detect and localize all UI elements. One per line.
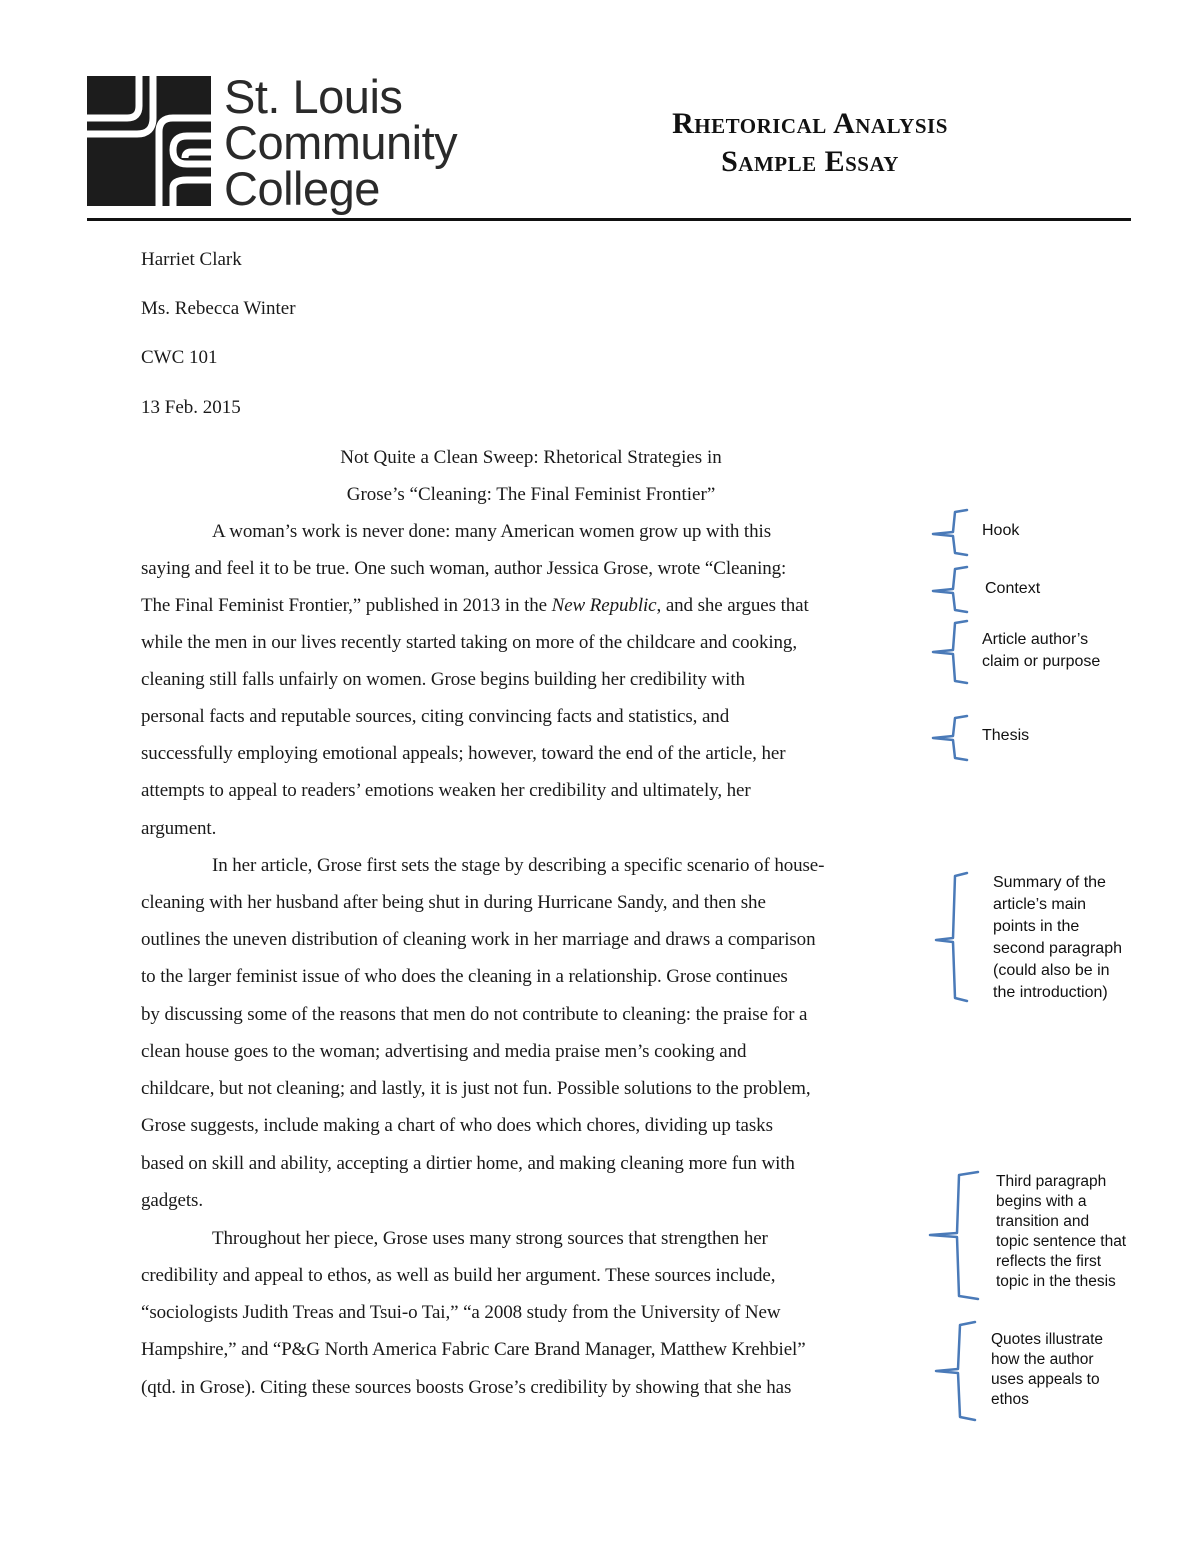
thesis-bracket-icon xyxy=(933,716,967,760)
body-line: Throughout her piece, Grose uses many strong sources that strengthen her xyxy=(212,1228,768,1249)
course-name: CWC 101 xyxy=(141,347,218,368)
annotation-claim-line-2: claim or purpose xyxy=(982,653,1101,670)
body-line: cleaning with her husband after being shut in during Hurricane Sandy, and then she xyxy=(141,892,766,913)
body-line: childcare, but not cleaning; and lastly, it is just not fun. Possible solutions to the problem, xyxy=(141,1078,811,1099)
annotation-summary-line: the introduction) xyxy=(993,984,1108,1001)
body-line: gadgets. xyxy=(141,1190,203,1211)
body-text-segment: , and she argues that xyxy=(656,595,809,616)
annotation-quotes-line: uses appeals to xyxy=(991,1371,1100,1388)
body-line: “sociologists Judith Treas and Tsui-o Tai,” “a 2008 study from the University of New xyxy=(141,1302,781,1323)
body-line: A woman’s work is never done: many American women grow up with this xyxy=(212,521,771,542)
annotation-third-line: Third paragraph xyxy=(996,1173,1107,1190)
annotation-third-paragraph xyxy=(996,1172,1126,1292)
instructor-name: Ms. Rebecca Winter xyxy=(141,298,296,319)
annotation-quotes xyxy=(991,1330,1103,1410)
body-line: (qtd. in Grose). Citing these sources boosts Grose’s credibility by showing that she has xyxy=(141,1377,792,1398)
annotation-third-line: begins with a xyxy=(996,1193,1087,1210)
essay-title-line-1: Not Quite a Clean Sweep: Rhetorical Strategies in xyxy=(340,447,722,468)
hook-bracket-icon xyxy=(933,510,967,555)
publication-name: New Republic xyxy=(551,595,657,616)
college-name-line-3: College xyxy=(224,162,380,215)
body-line: outlines the uneven distribution of cleaning work in her marriage and draws a comparison xyxy=(141,929,816,950)
annotation-summary-line: article’s main xyxy=(993,896,1087,913)
body-line: credibility and appeal to ethos, as well as build her argument. These sources include, xyxy=(141,1265,776,1286)
body-line: Grose suggests, include making a chart of who does which chores, dividing up tasks xyxy=(141,1115,773,1136)
body-line: attempts to appeal to readers’ emotions weaken her credibility and ultimately, her xyxy=(141,780,751,801)
claim-bracket-icon xyxy=(933,621,967,683)
annotation-hook: Hook xyxy=(982,522,1020,539)
annotation-third-line: topic sentence that xyxy=(996,1233,1127,1250)
body-line: successfully employing emotional appeals; however, toward the end of the article, her xyxy=(141,743,786,764)
college-name-line-1: St. Louis xyxy=(224,70,403,123)
context-bracket-icon xyxy=(933,567,967,612)
annotation-context: Context xyxy=(985,580,1041,597)
annotation-summary-line: second paragraph xyxy=(993,940,1122,957)
essay-date: 13 Feb. 2015 xyxy=(141,397,241,418)
body-line: saying and feel it to be true. One such woman, author Jessica Grose, wrote “Cleaning: xyxy=(141,558,787,579)
annotation-quotes-line: how the author xyxy=(991,1351,1094,1368)
body-line: Hampshire,” and “P&G North America Fabric Care Brand Manager, Matthew Krehbiel” xyxy=(141,1339,806,1360)
body-line: In her article, Grose first sets the stage by describing a specific scenario of house- xyxy=(212,855,825,876)
body-line: to the larger feminist issue of who does the cleaning in a relationship. Grose continues xyxy=(141,966,788,987)
body-line: argument. xyxy=(141,818,217,839)
quotes-bracket-icon xyxy=(936,1322,975,1420)
annotation-claim-line-1: Article author’s xyxy=(982,631,1089,648)
body-line: by discussing some of the reasons that men do not contribute to cleaning: the praise for a xyxy=(141,1004,808,1025)
annotation-summary-line: Summary of the xyxy=(993,874,1106,891)
annotation-third-line: transition and xyxy=(996,1213,1090,1230)
annotation-third-line: reflects the first xyxy=(996,1253,1102,1270)
annotation-thesis: Thesis xyxy=(982,727,1030,744)
body-line: based on skill and ability, accepting a dirtier home, and making cleaning more fun with xyxy=(141,1153,795,1174)
college-name-line-2: Community xyxy=(224,116,458,169)
essay-title-line-2: Grose’s “Cleaning: The Final Feminist Frontier” xyxy=(346,484,716,505)
body-line: clean house goes to the woman; advertising and media praise men’s cooking and xyxy=(141,1041,747,1062)
body-line: personal facts and reputable sources, citing convincing facts and statistics, and xyxy=(141,706,730,727)
document-title-line-2: Sample Essay xyxy=(721,145,899,178)
body-line: cleaning still falls unfairly on women. Grose begins building her credibility with xyxy=(141,669,745,690)
annotation-summary-line: (could also be in xyxy=(993,962,1110,979)
annotation-quotes-line: Quotes illustrate xyxy=(991,1331,1103,1348)
summary-bracket-icon xyxy=(936,873,967,1001)
annotation-summary-line: points in the xyxy=(993,918,1080,935)
annotation-quotes-line: ethos xyxy=(991,1391,1029,1408)
student-name: Harriet Clark xyxy=(141,249,242,270)
document-title-line-1: Rhetorical Analysis xyxy=(672,107,948,140)
third-paragraph-bracket-icon xyxy=(930,1172,978,1299)
annotation-third-line: topic in the thesis xyxy=(996,1273,1116,1290)
annotation-summary xyxy=(993,872,1122,1004)
body-text-segment: The Final Feminist Frontier,” published in 2013 in the xyxy=(141,595,552,616)
annotation-claim xyxy=(982,629,1100,673)
body-line: while the men in our lives recently started taking on more of the childcare and cooking, xyxy=(141,632,797,653)
